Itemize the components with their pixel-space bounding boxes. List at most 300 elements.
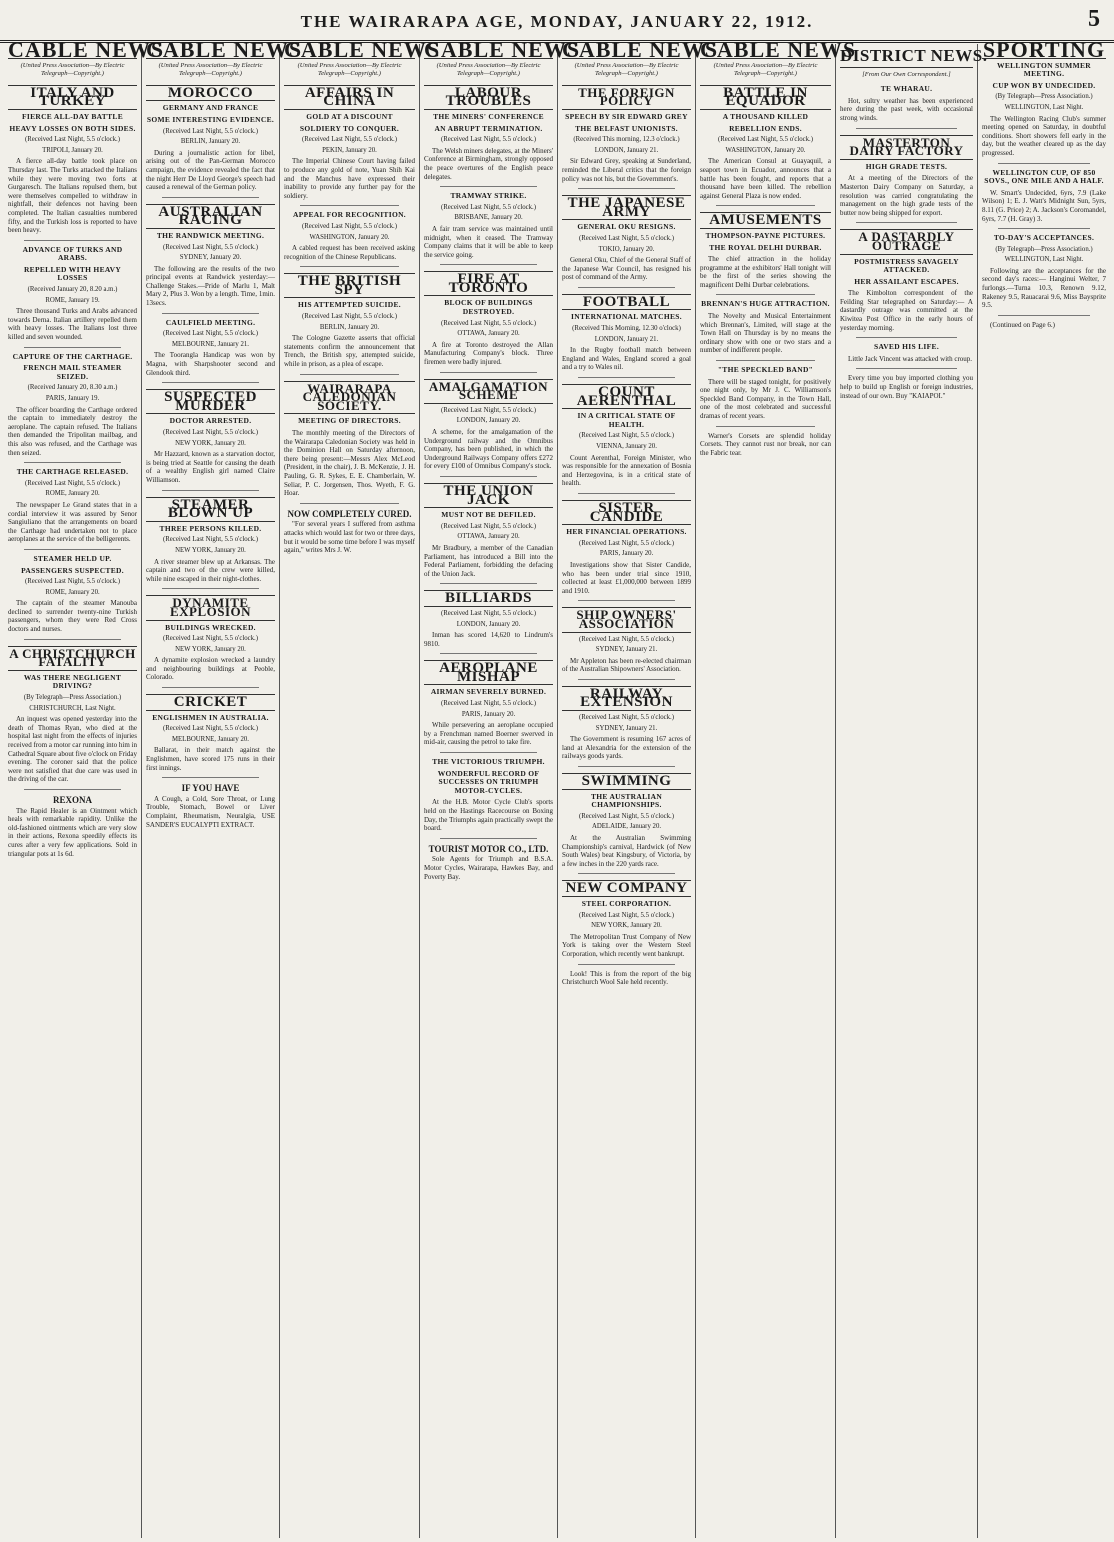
article-body: The Government is resuming 167 acres of land at Alexandria for the extension of the railways goods yards. [562,735,691,761]
article-dateline: (Received Last Night, 5.5 o'clock.) [162,429,259,436]
article-body: Sir Edward Grey, speaking at Sunderland, reminded the Liberal critics that the foreign policy was not his, but the Government's. [562,157,691,183]
divider [24,789,121,790]
article-place: LONDON, January 20. [456,417,521,425]
article [146,595,275,682]
article [424,85,553,181]
divider [716,426,815,427]
article [700,366,831,421]
article [840,85,973,122]
article-place: ROME, January 19. [45,296,100,304]
article-place: TRIPOLI, January 20. [42,146,103,154]
ad-body: A Cough, a Cold, Sore Throat, or Lung Trouble, Stomach, Bowel or Liver Complaint, Rheumatism, Neuralgia, USE SANDER'S EUCALYPTI EXTRACT. [146,794,275,829]
article-place: NEW YORK, January 20. [175,546,246,554]
article-subtitle: FIERCE ALL-DAY BATTLE [21,111,124,121]
divider [24,639,121,640]
article-body: Mr Bradbury, a member of the Canadian Parliament, has introduced a Bill into the Federal Parliament, forbidding the defacing of the Union Jack. [424,543,553,578]
article-subtitle: INTERNATIONAL MATCHES. [571,312,682,322]
article-subtitle: REBELLION ENDS. [729,123,802,133]
article-dateline: (Received Last Night, 5.5 o'clock.) [440,522,537,530]
page-number: 5 [1088,6,1100,32]
article-title: A CHRISTCHURCH FATALITY [9,645,136,670]
article [284,211,415,261]
article-place: NEW YORK, January 20. [175,439,246,447]
article-subtitle: THREE PERSONS KILLED. [159,523,262,533]
article-body: The monthly meeting of the Directors of the Wairarapa Caledonian Society was held in the Dominion Hall on Saturday afternoon, there being present:—Messrs Alex McLeod (President, in the chair), J. B. McKenzie, J. H. Pauling, G. R. Sykes, E. E. Chamberlain, W. Seliar, P. C. Jorgensen, Thos. Wyeth, F. G. Hoar. [284,429,415,498]
article-place: PEKIN, January 20. [322,146,377,154]
article-body: The captain of the steamer Manouba declined to surrender twenty-nine Turkish passengers, whom they were Red Cross doctors and nurses. [8,599,137,634]
article [146,204,275,308]
article [562,294,691,372]
article-subtitle: SPEECH BY SIR EDWARD GREY [565,111,688,121]
divider [998,163,1090,164]
article-body: The newspaper Le Grand states that in a cordial interview it was assured by Senor Sangiuliano that the arrangements on board the Carthage had undertaken not to place aeroplanes at the service of the belligerents. [8,500,137,544]
divider [440,264,537,265]
article [562,686,691,761]
column-6 [696,37,857,1538]
article-body: At a meeting of the Directors of the Masterton Dairy Company on Saturday, a resolution was carried congratulating the management on the high grade tests of the butter now being shipped for export. [840,174,973,217]
article-body: The Cologne Gazette asserts that official statements confirm the announcement that Trench, the British spy, attempted suicide, while in prison, as a plea of escape. [284,334,415,369]
article-dateline: (Received Last Night, 5.5 o'clock.) [578,714,675,722]
divider [300,266,399,267]
article-subtitle: ADVANCE OF TURKS AND ARABS. [22,244,123,263]
article [8,555,137,634]
article-body: Hot, sultry weather has been experienced here during the past week, with occasional strong winds. [840,96,973,122]
article-title: FIRE AT TORONTO [424,271,553,296]
article-dateline: (Received This morning, 12.3 o'clock.) [573,136,680,144]
article-subtitle: PASSENGERS SUSPECTED. [21,565,124,575]
article-place: OTTAWA, January 20. [457,330,520,338]
article [700,300,831,355]
article-subtitle: IN A CRITICAL STATE OF HEALTH. [577,411,676,429]
article [700,212,831,289]
article-body: At the H.B. Motor Cycle Club's sports held on the Hastings Racecourse on Boxing Day, the Triumphs again practically swept the board. [424,798,553,833]
article-dateline: (Received Last Night, 5.5 o'clock.) [440,319,537,327]
divider [162,777,259,778]
article-body: The American Consul at Guayaquil, a seaport town in Ecuador, announces that a battle has been fought, and reports that a thousand have been killed. The rebellion against General Plaza is now ended. [700,157,831,200]
article-place: PARIS, January 20. [599,550,654,558]
article-dateline: (Received Last Night, 5.5 o'clock.) [440,700,537,708]
article [700,85,831,201]
article-place: LONDON, January 20. [456,620,521,628]
article [562,195,691,282]
column-header: CABLE NEWS [8,37,165,62]
article-subtitle: ENGLISHMEN IN AUSTRALIA. [152,712,269,722]
article-place: SYDNEY, January 21. [595,724,658,732]
column-header-note: (United Press Association—By Electric Telegraph—Copyright.) [574,61,679,78]
article-place: ROME, January 20. [45,588,100,596]
article-place: VIENNA, January 20. [596,443,657,450]
article-subtitle: AIRMAN SEVERELY BURNED. [430,687,547,697]
column-8 [978,37,1110,1538]
article-subtitle: THE VICTORIOUS TRIUMPH. [432,757,545,767]
article-dateline: (Received Last Night, 5.5 o'clock.) [578,812,675,820]
article-place: WASHINGTON, January 20. [309,233,390,241]
article-subtitle: THE MINERS' CONFERENCE [433,111,544,121]
article-place: WASHINGTON, January 20. [725,146,806,154]
article-subtitle: AN ABRUPT TERMINATION. [434,123,543,133]
column-header-note: [From Our Own Correspondent.] [862,70,951,78]
divider [716,205,815,206]
article-title: THE BRITISH SPY [284,273,415,298]
article-subtitle: THE CARTHAGE RELEASED. [16,467,129,477]
article-subtitle: HIGH GRADE TESTS. [865,161,948,171]
article-body: The Wellington Racing Club's summer meeting opened on Saturday, in doubtful conditions. Short showers fell early in the day, but the weather cleared up as the day progressed. [982,114,1106,157]
article [424,660,553,747]
article [424,590,553,648]
article-dateline: (Received Last Night, 5.5 o'clock.) [162,536,259,544]
article-title: MASTERTON DAIRY FACTORY [840,135,973,160]
column-header: CABLE NEWS [284,37,441,62]
column-header: CABLE NEWS [146,37,303,62]
column-header-note: (United Press Association—By Electric Telegraph—Copyright.) [158,61,263,78]
article [982,62,1106,158]
divider [440,186,537,187]
divider [578,600,675,601]
article-body: Little Jack Vincent was attacked with croup. [848,354,973,363]
divider [440,372,537,373]
article-subtitle: HER FINANCIAL OPERATIONS. [566,527,687,537]
divider [578,766,675,767]
article-place: TOKIO, January 20. [598,245,655,253]
article-subtitle: GERMANY AND FRANCE [162,103,259,113]
article-subtitle: CAPTURE OF THE CARTHAGE. [12,351,133,361]
article-dateline: (Received January 20, 8.30 a.m.) [27,384,118,392]
divider [24,240,121,241]
article-body: The Novelty and Musical Entertainment which Brennan's, Limited, will stage at the Town Hall on Thursday is by no means the ordinary show with one or two stars and a number of indifferent people. [700,312,831,355]
article-dateline: (Received Last Night, 5.5 o'clock.) [578,234,675,242]
article-title: WAIRARAPA CALEDONIAN SOCIETY. [284,381,415,415]
divider [440,653,537,654]
article-subtitle: A THOUSAND KILLED [722,111,809,121]
article-body: Count Aerenthal, Foreign Minister, who was responsible for the annexation of Bosnia and Herzegovina, is in a critical state of health. [562,453,691,488]
article-body: While persevering an aeroplane occupied by a Frenchman named Boerner swerved in mid-air, causing the petrol to take fire. [424,721,553,747]
divider [856,222,957,223]
article [284,381,415,498]
article-title: AEROPLANE MISHAP [424,660,553,685]
article [8,646,137,784]
article-title: SISTER CANDIDE [562,500,691,525]
article-body: The Imperial Chinese Court having failed to produce any gold of note, Yuan Shih Kai and the Manchus have expressed their inability to provide any further pay for the soldiery. [284,157,415,200]
column-header: SPORTING [982,37,1106,62]
article-place: PARIS, January 20. [461,710,516,718]
article-body: General Oku, Chief of the General Staff of the Japanese War Council, has resigned his post of command of the Army. [562,256,691,282]
column-header-note: (United Press Association—By Electric Telegraph—Copyright.) [713,61,818,78]
article-body: A scheme, for the amalgamation of the Underground railway and the Omnibus Company, has been published, in which the Underground Railways Company offers £272 for every £100 of Omnibus Company's stock. [424,428,553,471]
article [8,85,137,235]
article-place: WELLINGTON, Last Night. [1004,103,1084,111]
article-dateline: (Received This Morning, 12.30 o'clock) [572,325,681,333]
article-subtitle: BRENNAN'S HUGE ATTRACTION. [701,299,830,309]
article-dateline: (Received Last Night, 5.5 o'clock.) [24,479,121,487]
divider [300,205,399,206]
article-body: Ballarat, in their match against the Englishmen, have scored 175 runs in their first innings. [146,746,275,772]
article-subtitle: "THE SPECKLED BAND" [717,365,814,375]
article-place: BERLIN, January 20. [180,138,241,146]
divider [856,337,957,338]
article-subtitle: THOMPSON-PAYNE PICTURES. [705,230,826,240]
article-subtitle: CAULFIELD MEETING. [165,317,256,327]
article-title: THE JAPANESE ARMY [562,195,691,220]
article [8,246,137,342]
article [424,483,553,578]
article [562,607,691,674]
article-title: AMUSEMENTS [700,212,831,229]
article-dateline: (Received Last Night, 5.5 o'clock.) [162,330,259,338]
column-5 [558,37,719,1538]
article-dateline: (Received Last Night, 5.5 o'clock.) [578,911,675,919]
article-place: OTTAWA, January 20. [457,533,520,541]
article-title: RAILWAY EXTENSION [562,686,691,711]
article-subtitle: APPEAL FOR RECOGNITION. [293,210,406,220]
divider [578,188,675,189]
divider [578,873,675,874]
divider [162,313,259,314]
article-subtitle: HIS ATTEMPTED SUICIDE. [298,300,401,310]
article-subtitle: TO-DAY'S ACCEPTANCES. [993,233,1095,243]
article-body: The officer boarding the Carthage ordered the captain to immediately destroy the aeroplane. The captain refused. The Italians then demanded the Tripolitan mailbag, and this also was refused, and the Carthage was then seized. [8,405,137,457]
article [562,773,691,868]
article-title: SUSPECTED MURDER [146,389,275,414]
column-header: CABLE NEWS [424,37,581,62]
article-place: LONDON, January 21. [594,335,659,343]
article-subtitle: HEAVY LOSSES ON BOTH SIDES. [9,123,136,133]
article-subtitle: POSTMISTRESS SAVAGELY ATTACKED. [854,256,959,275]
article [284,273,415,368]
article-title: THE FOREIGN POLICY [562,85,691,110]
ad-title: TOURIST MOTOR CO., LTD. [428,843,549,854]
article [982,234,1106,310]
column-2 [142,37,303,1538]
article-body: A fair tram service was maintained until midnight, when it ceased. The Tramway Company claims that it will be able to keep the service going. [424,224,553,259]
article-place: WELLINGTON, Last Night. [1004,256,1084,264]
article-title: BATTLE IN EQUADOR [700,85,831,110]
article-body: The Metropolitan Trust Company of New York is taking over the Western Steel Corporation, which recently went bankrupt. [562,932,691,958]
article-subtitle: CUP WON BY UNDECIDED. [992,80,1096,90]
divider [440,838,537,839]
divider [300,503,399,504]
article-subtitle: THE ROYAL DELHI DURBAR. [709,242,822,252]
article-dateline: (Received Last Night, 5.5 o'clock.) [24,136,121,144]
ad-body: Every time you buy imported clothing you help to build up English or foreign industries, instead of our own. Buy "KAIAPOI." [840,374,973,400]
article-title: DYNAMITE EXPLOSION [146,595,275,620]
column-header-note: (United Press Association—By Electric Telegraph—Copyright.) [436,61,541,78]
article-dateline: (By Telegraph—Press Association.) [23,694,122,702]
article [982,169,1106,224]
article-title: MOROCCO [146,85,275,102]
article-body: The Kimbolton correspondent of the Feilding Star telegraphed on Saturday:— A dastardly outrage was committed at the Kiwitea Post Office in the early hours of yesterday morning. [840,289,973,332]
article-subtitle: WAS THERE NEGLIGENT DRIVING? [23,672,122,691]
article-body: A cabled request has been received asking recognition of the Chinese Republicans. [284,244,415,261]
divider [300,374,399,375]
article-title: FOOTBALL [562,294,691,311]
article-dateline: (Received Last Night, 5.5 o'clock.) [440,203,537,211]
article-subtitle: SOLDIERY TO CONQUER. [299,123,400,133]
divider [440,583,537,584]
article-body: Mr Appleton has been re-elected chairman of the Australian Shipowners' Association. [562,656,691,674]
article-subtitle: THE RANDWICK MEETING. [156,230,265,240]
divider [716,294,815,295]
article-title: ITALY AND TURKEY [8,85,137,110]
article-title: AFFAIRS IN CHINA [284,85,415,110]
article-place: LONDON, January 21. [594,146,659,154]
article-subtitle: TRAMWAY STRIKE. [450,191,527,201]
divider [162,490,259,491]
article-body: The Welsh miners delegates, at the Miners' Conference at Birmingham, strongly opposed the peace overtures of the English peace delegates. [424,146,553,181]
column-7 [836,44,988,1538]
ad-body: Sole Agents for Triumph and B.S.A. Motor Cycles, Wairarapa, Hawkes Bay, and Poverty Bay. [424,855,553,881]
divider [162,687,259,688]
article-body: Mr Hazzard, known as a starvation doctor, is being tried at Seattle for causing the death of a wealthy English girl named Claire Williamson. [146,450,275,484]
article-dateline: (Received Last Night, 5.5 o'clock.) [440,136,537,144]
ad-body: "For several years I suffered from asthma attacks which would last for two or three days, but it would be some time before I was myself again," writes Mrs J. W. [284,520,415,555]
article [284,85,415,201]
divider [998,315,1090,316]
article-place: NEW YORK, January 20. [591,922,662,930]
article-body: The Toorangla Handicap was won by Magna, with Sharpshooter second and Glendook third. [146,351,275,377]
article-title: AMALGAMATION SCHEME [424,379,553,404]
article-dateline: (Received Last Night, 5.5 o'clock.) [162,127,259,135]
divider [24,347,121,348]
article-dateline: (By Telegraph—Press Association.) [995,245,1093,253]
article-subtitle: BLOCK OF BUILDINGS DESTROYED. [444,298,533,317]
column-header-note: (United Press Association—By Electric Telegraph—Copyright.) [20,61,125,78]
divider [24,462,121,463]
article-dateline: (Received Last Night, 5.5 o'clock.) [717,136,814,144]
ad-body: The Rapid Healer is an Ointment which heals with remarkable rapidity. Unlike the old-fashioned ointments which are very slow in their actions, Rexona speedily effects its cures after a very few applications. Sold in triangular pots at 1s 6d. [8,806,137,858]
article-dateline: (Received January 20, 8.20 a.m.) [27,286,118,294]
article-dateline: (Received Last Night, 5.5 o'clock.) [578,539,675,547]
article-subtitle: BUILDINGS WRECKED. [165,622,256,632]
article-place: SYDNEY, January 21. [595,646,658,654]
article-title: AUSTRALIAN RACING [146,204,275,229]
masthead-title: THE WAIRARAPA AGE, MONDAY, JANUARY 22, 1912. [300,12,814,31]
divider [578,377,675,378]
article-body: During a journalistic action for libel, arising out of the Pan-German Morocco campaign, the evidence revealed the fact that the night Herr De Lloyd George's speech had caused a renewal of the German policy. [146,148,275,192]
article [840,343,973,363]
column-4 [420,37,581,1538]
article-subtitle: MEETING OF DIRECTORS. [298,416,401,426]
article-title: STEAMER BLOWN UP [146,497,275,522]
divider [162,197,259,198]
article-subtitle: DOCTOR ARRESTED. [169,416,252,426]
article-dateline: (Received Last Night, 5.5 o'clock.) [301,313,398,321]
article-body: An inquest was opened yesterday into the death of Thomas Ryan, who died at the hospital last night from the effects of injuries received from a motor car running into him in Cathedral Square about five o'clock on Friday evening. The coroner said that the police were not satisfied that due care was used in the driving of the car. [8,715,137,784]
article [562,384,691,488]
article-body: A river steamer blew up at Arkansas. The captain and two of the crew were killed, while nine escaped in their night-clothes. [146,557,275,583]
article-place: CHRISTCHURCH, Last Night. [29,704,116,712]
article-place: PARIS, January 19. [45,395,100,402]
article-body: Inman has scored 14,620 to Lindrum's 9810. [424,631,553,648]
article-place: BERLIN, January 20. [319,323,380,331]
article-body: Following are the acceptances for the second day's races:— Hanginui Welter, 7 furlongs.—Turna 10.3, Renown 9.12, Rakeney 9.5, Rauacarai 9.6, Miss Baysprite 9.5. [982,266,1106,310]
article-title: THE UNION JACK [424,483,553,508]
article-place: MELBOURNE, January 20. [171,735,250,743]
article-body: The following are the results of the two principal events at Randwick yesterday:— Challenge Stakes.—Pride of Marlu 1, Malt Mary 2, Plus 3. Won by a length. Time, 1min. 13secs. [146,264,275,308]
article-subtitle: SAVED HIS LIFE. [873,342,939,352]
article-dateline: (Received Last Night, 5.5 o'clock.) [440,609,537,617]
article [562,500,691,595]
article-body: Investigations show that Sister Candide, who has been under trial since 1910, collected at least £1,000,000 between 1899 and 1910. [562,560,691,595]
article-dateline: (Received Last Night, 5.5 o'clock.) [162,243,259,251]
ad-body: Warner's Corsets are splendid holiday Corsets. They cannot rust nor break, nor can the Fabric tear. [700,431,831,457]
ad-body: (Continued on Page 6.) [990,320,1055,329]
article-body: W. Smart's Undecided, 6yrs, 7.9 (Lake Wilson) 1; E. J. Watt's Midnight Sun, 5yrs, 8.11 (G. Price) 2; A. Jackson's Coromandel, 6yrs, 7.7 (H. Gray) 3. [982,188,1106,223]
article [8,468,137,544]
article-subtitle: HER ASSAILANT ESCAPES. [854,276,959,286]
article [146,694,275,772]
article-subtitle: THE BELFAST UNIONISTS. [575,123,678,133]
article [562,85,691,183]
article [146,389,275,484]
article-body: There will be staged tonight, for positively one night only, by Mr J. C. Williamson's Speckled Band Company, in the Town Hall, one of the most celebrated and successful dramas of recent years. [700,377,831,420]
article-dateline: (Received Last Night, 5.5 o'clock.) [24,578,121,586]
article-dateline: (Received Last Night, 5.5 o'clock.) [301,136,398,144]
divider [578,287,675,288]
article-subtitle: WELLINGTON SUMMER MEETING. [997,60,1091,79]
article [146,85,275,192]
article-subtitle: GENERAL OKU RESIGNS. [577,222,676,232]
column-header: CABLE NEWS [700,37,857,62]
article-body: A fierce all-day battle took place on Thursday last. The Turks attacked the Italians while they were moving two forts at Gurgaresch. The Italians repulsed them, but were themselves compelled to withdraw in nightfall, their defences not having been completed. The Italian casualties numbered fifty, and the Turkish loss is reported to have been heavy. [8,157,137,235]
article-place: MELBOURNE, January 21. [171,340,250,348]
article-place: NEW YORK, January 20. [175,645,246,653]
article-subtitle: WELLINGTON CUP, OF 850 SOVS., ONE MILE AND A HALF. [984,167,1104,186]
column-header-note: (United Press Association—By Electric Telegraph—Copyright.) [297,61,402,78]
article-subtitle: THE AUSTRALIAN CHAMPIONSHIPS. [590,791,663,810]
divider [716,360,815,361]
article-dateline: (Received Last Night, 5.5 o'clock.) [578,635,675,643]
article-title: SHIP OWNERS' ASSOCIATION [562,607,691,632]
column-header: CABLE NEWS [562,37,719,62]
article-place: SYDNEY, January 20. [179,254,242,262]
article [146,497,275,584]
divider [24,549,121,550]
article-title: A DASTARDLY OUTRAGE [840,229,973,254]
divider [578,493,675,494]
article-dateline: (Received Last Night, 5.5 o'clock.) [440,406,537,414]
article-title: LABOUR TROUBLES [424,85,553,110]
article [840,135,973,218]
article-title: SWIMMING [562,773,691,790]
divider [578,679,675,680]
article-subtitle: STEEL CORPORATION. [581,898,672,908]
article [562,880,691,958]
divider [440,476,537,477]
article [8,353,137,458]
article-place: ROME, January 20. [45,490,100,498]
article-body: The chief attraction in the holiday programme at the exhibitors' Hall tonight will be the first of the series showing the magnificent Delhi Durbar celebrations. [700,255,831,289]
article [840,229,973,332]
article-subtitle: FRENCH MAIL STEAMER SEIZED. [23,363,122,381]
article-subtitle: GOLD AT A DISCOUNT [306,111,393,121]
article-subtitle: WONDERFUL RECORD OF SUCCESSES ON TRIUMPH MOTOR-CYCLES. [437,768,540,795]
article-subtitle: MUST NOT BE DEFILED. [441,510,536,520]
article-body: Three thousand Turks and Arabs advanced towards Derna. Italian artillery repelled them with heavy losses. The Italians lost three killed and seven wounded. [8,307,137,342]
ad-title: NOW COMPLETELY CURED. [287,508,412,519]
article-dateline: (Received Last Night, 5.5 o'clock.) [301,222,398,230]
ad-title: REXONA [52,794,92,805]
article-title: NEW COMPANY [562,880,691,897]
divider [856,368,957,369]
article-subtitle: TE WHARAU. [880,84,933,94]
article-place: BRISBANE, January 20. [454,214,523,222]
article-subtitle: REPELLED WITH HEAVY LOSSES [23,264,122,283]
divider [856,128,957,129]
article-body: In the Rugby football match between England and Wales, England scored a goal and a try to Wales nil. [562,346,691,372]
article-place: ADELAIDE, January 20. [591,823,662,831]
divider [440,752,537,753]
ad-title: IF YOU HAVE [181,783,240,794]
